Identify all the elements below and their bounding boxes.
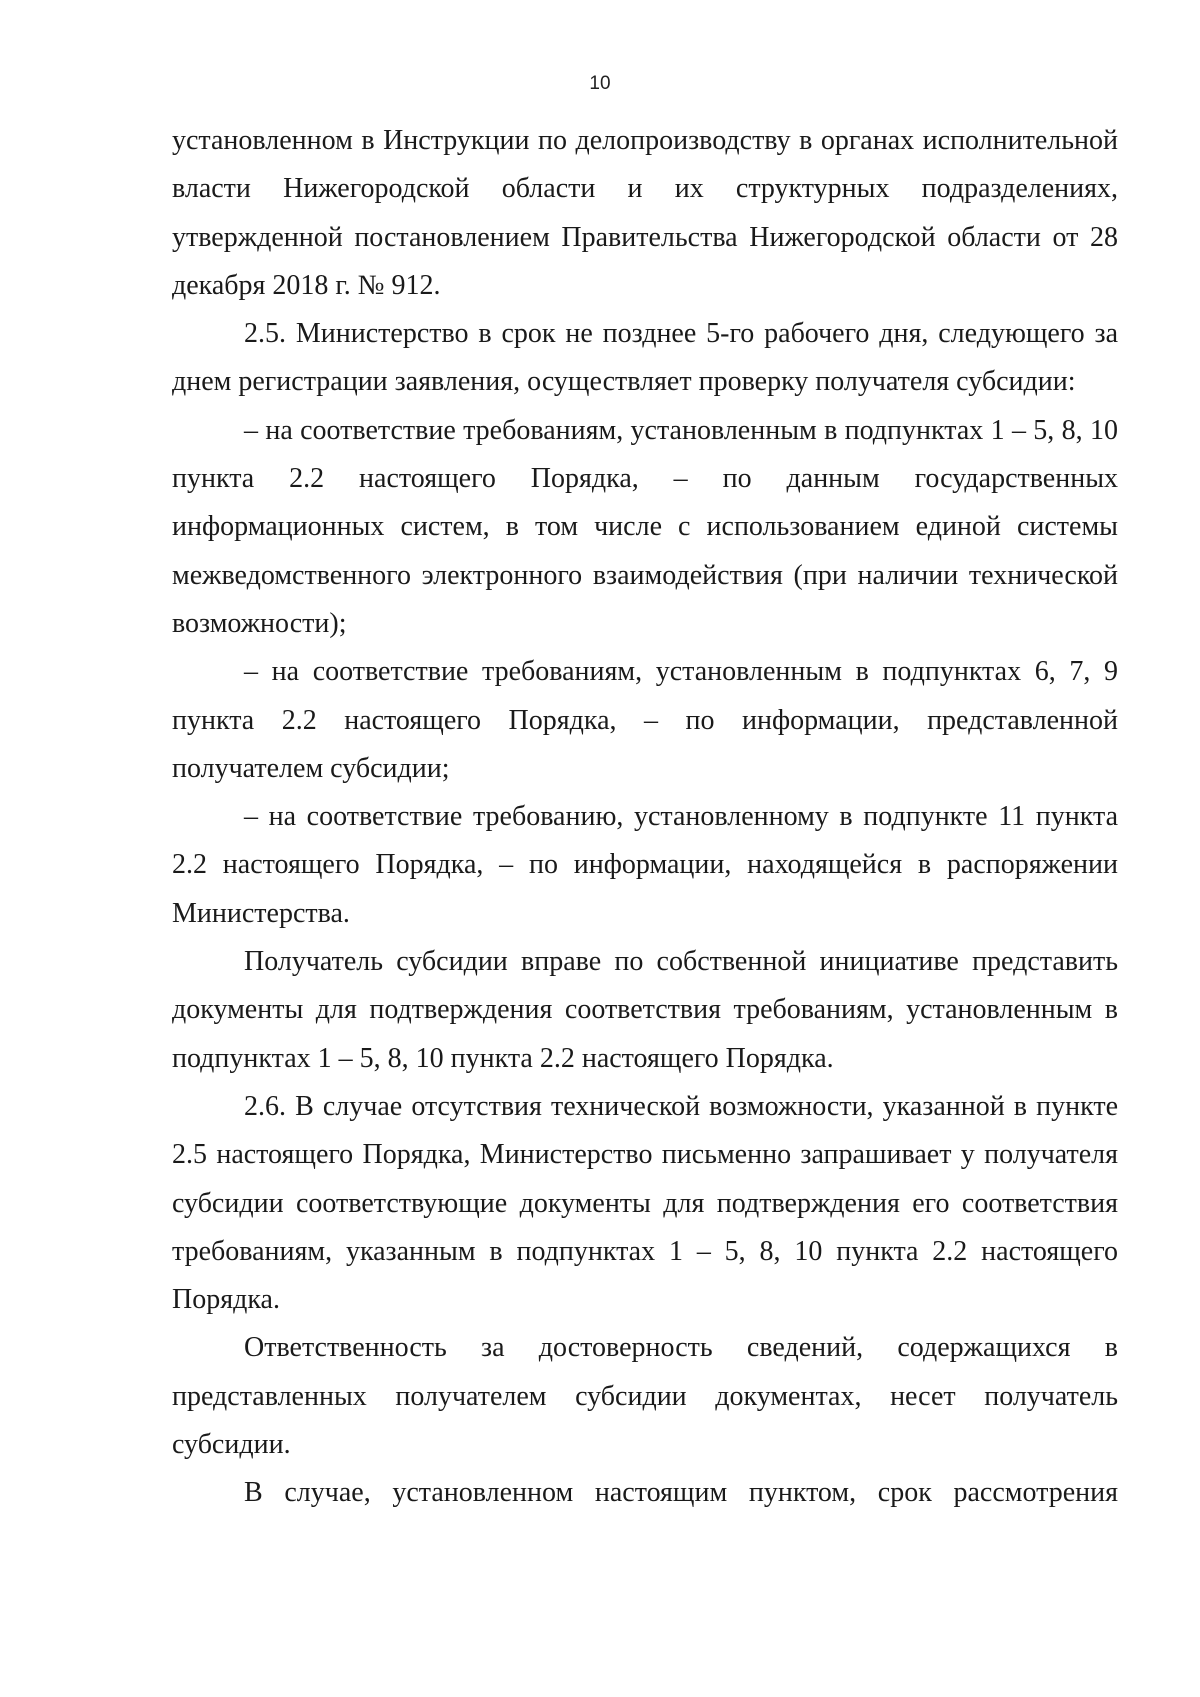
paragraph-review-term: В случае, установленном настоящим пунктом, срок рассмотрения — [244, 1477, 1118, 1509]
list-item-check-ministry-info: – на соответствие требованию, установленному в подпункте 11 пункта 2.2 настоящего Порядка, – по информации, находящейся в распоряжении Министерства. — [172, 801, 1118, 929]
paragraph-continuation: установленном в Инструкции по делопроизводству в органах исполнительной власти Нижегородской области и их структурных подразделениях, утвержденной постановлением Правительства Нижегородской области от 28 декабря 2018 г. № 912. — [172, 125, 1118, 301]
paragraph-2-6: 2.6. В случае отсутствия технической возможности, указанной в пункте 2.5 настоящего Порядка, Министерство письменно запрашивает у получателя субсидии соответствующие документы для подтверждения его соответствия требованиям, указанным в подпунктах 1 – 5, 8, 10 пункта 2.2 настоящего Порядка. — [172, 1090, 1118, 1316]
list-item-check-recipient-info: – на соответствие требованиям, установленным в подпунктах 6, 7, 9 пункта 2.2 настоящего Порядка, – по информации, представленной получателем субсидии; — [172, 656, 1118, 784]
paragraph-responsibility: Ответственность за достоверность сведений, содержащихся в представленных получателем субсидии документах, несет получатель субсидии. — [172, 1332, 1118, 1461]
document-body — [172, 117, 1118, 1518]
paragraph-own-initiative: Получатель субсидии вправе по собственной инициативе представить документы для подтверждения соответствия требованиям, установленным в подпунктах 1 – 5, 8, 10 пункта 2.2 настоящего Порядка. — [172, 946, 1118, 1074]
list-item-check-state-systems: – на соответствие требованиям, установленным в подпунктах 1 – 5, 8, 10 пункта 2.2 настоящего Порядка, – по данным государственных информационных систем, в том числе с использованием единой системы межведомственного электронного взаимодействия (при наличии технической возможности); — [172, 414, 1118, 639]
paragraph-2-5: 2.5. Министерство в срок не позднее 5-го рабочего дня, следующего за днем регистрации заявления, осуществляет проверку получателя субсидии: — [172, 318, 1118, 398]
page-number: 10 — [589, 73, 611, 94]
